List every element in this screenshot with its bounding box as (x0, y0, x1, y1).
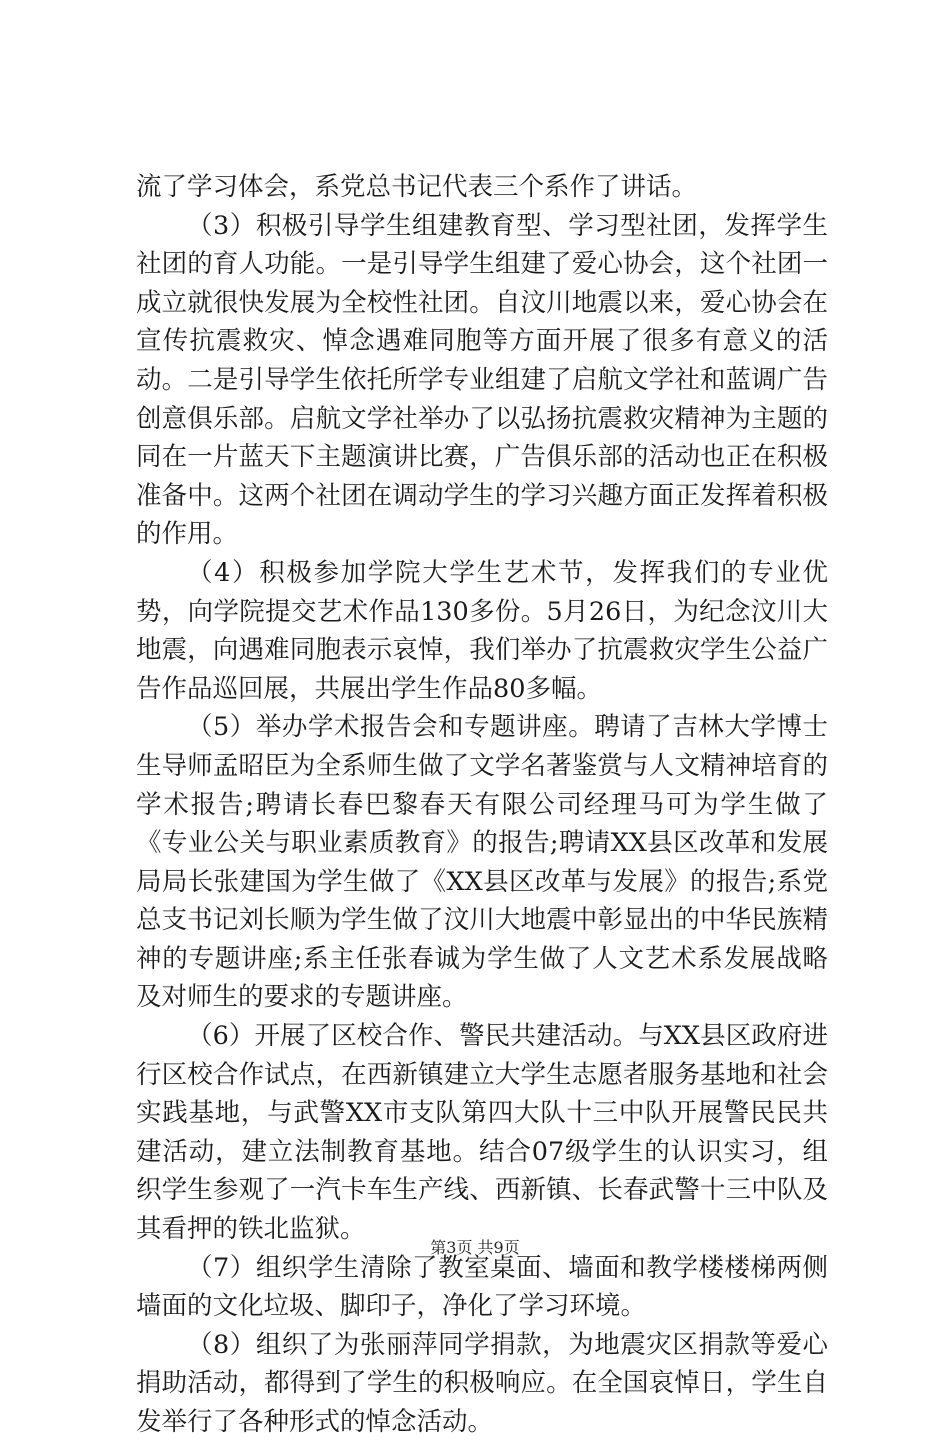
page-number: 第3页 共9页 (430, 1238, 520, 1257)
paragraph-donation: （8）组织了为张丽萍同学捐款，为地震灾区捐款等爱心捐助活动，都得到了学生的积极响应。在全国哀悼日，学生自发举行了各种形式的悼念活动。 (136, 1329, 828, 1437)
paragraph-art-festival: （4）积极参加学院大学生艺术节，发挥我们的专业优势，向学院提交艺术作品130多份。5月26日，为纪念汶川大地震，向遇难同胞表示哀悼，我们举办了抗震救灾学生公益广告作品巡回展，共展出学生作品80多幅。 (136, 557, 828, 704)
paragraph-cooperation: （6）开展了区校合作、警民共建活动。与XX县区政府进行区校合作试点，在西新镇建立大学生志愿者服务基地和社会实践基地，与武警XX市支队第四大队十三中队开展警民民共建活动，建立法制教育基地。结合07级学生的认识实习，组织学生参观了一汽卡车生产线、西新镇、长春武警十三中队及其看押的铁北监狱。 (136, 1021, 828, 1245)
paragraph-cleanup: （7）组织学生清除了教室桌面、墙面和教学楼楼梯两侧墙面的文化垃圾、脚印子，净化了学习环境。 (136, 1252, 828, 1322)
paragraph-continuation: 流了学习体会，系党总书记代表三个系作了讲话。 (136, 172, 698, 202)
paragraph-academic-lectures: （5）举办学术报告会和专题讲座。聘请了吉林大学博士生导师孟昭臣为全系师生做了文学名著鉴赏与人文精神培育的学术报告;聘请长春巴黎春天有限公司经理马可为学生做了《专业公关与职业素质教育》的报告;聘请XX县区改革和发展局局长张建国为学生做了《XX县区改革与发展》的报告;系党总支书记刘长顺为学生做了汶川大地震中彰显出的中华民族精神的专题讲座;系主任张春诚为学生做了人文艺术系发展战略及对师生的要求的专题讲座。 (136, 712, 828, 1013)
paragraph-student-clubs: （3）积极引导学生组建教育型、学习型社团，发挥学生社团的育人功能。一是引导学生组建了爱心协会，这个社团一成立就很快发展为全校性社团。自汶川地震以来，爱心协会在宣传抗震救灾、悼念遇难同胞等方面开展了很多有意义的活动。二是引导学生依托所学专业组建了启航文学社和蓝调广告创意俱乐部。启航文学社举办了以弘扬抗震救灾精神为主题的同在一片蓝天下主题演讲比赛，广告俱乐部的活动也正在积极准备中。这两个社团在调动学生的学习兴趣方面正发挥着积极的作用。 (136, 210, 828, 550)
